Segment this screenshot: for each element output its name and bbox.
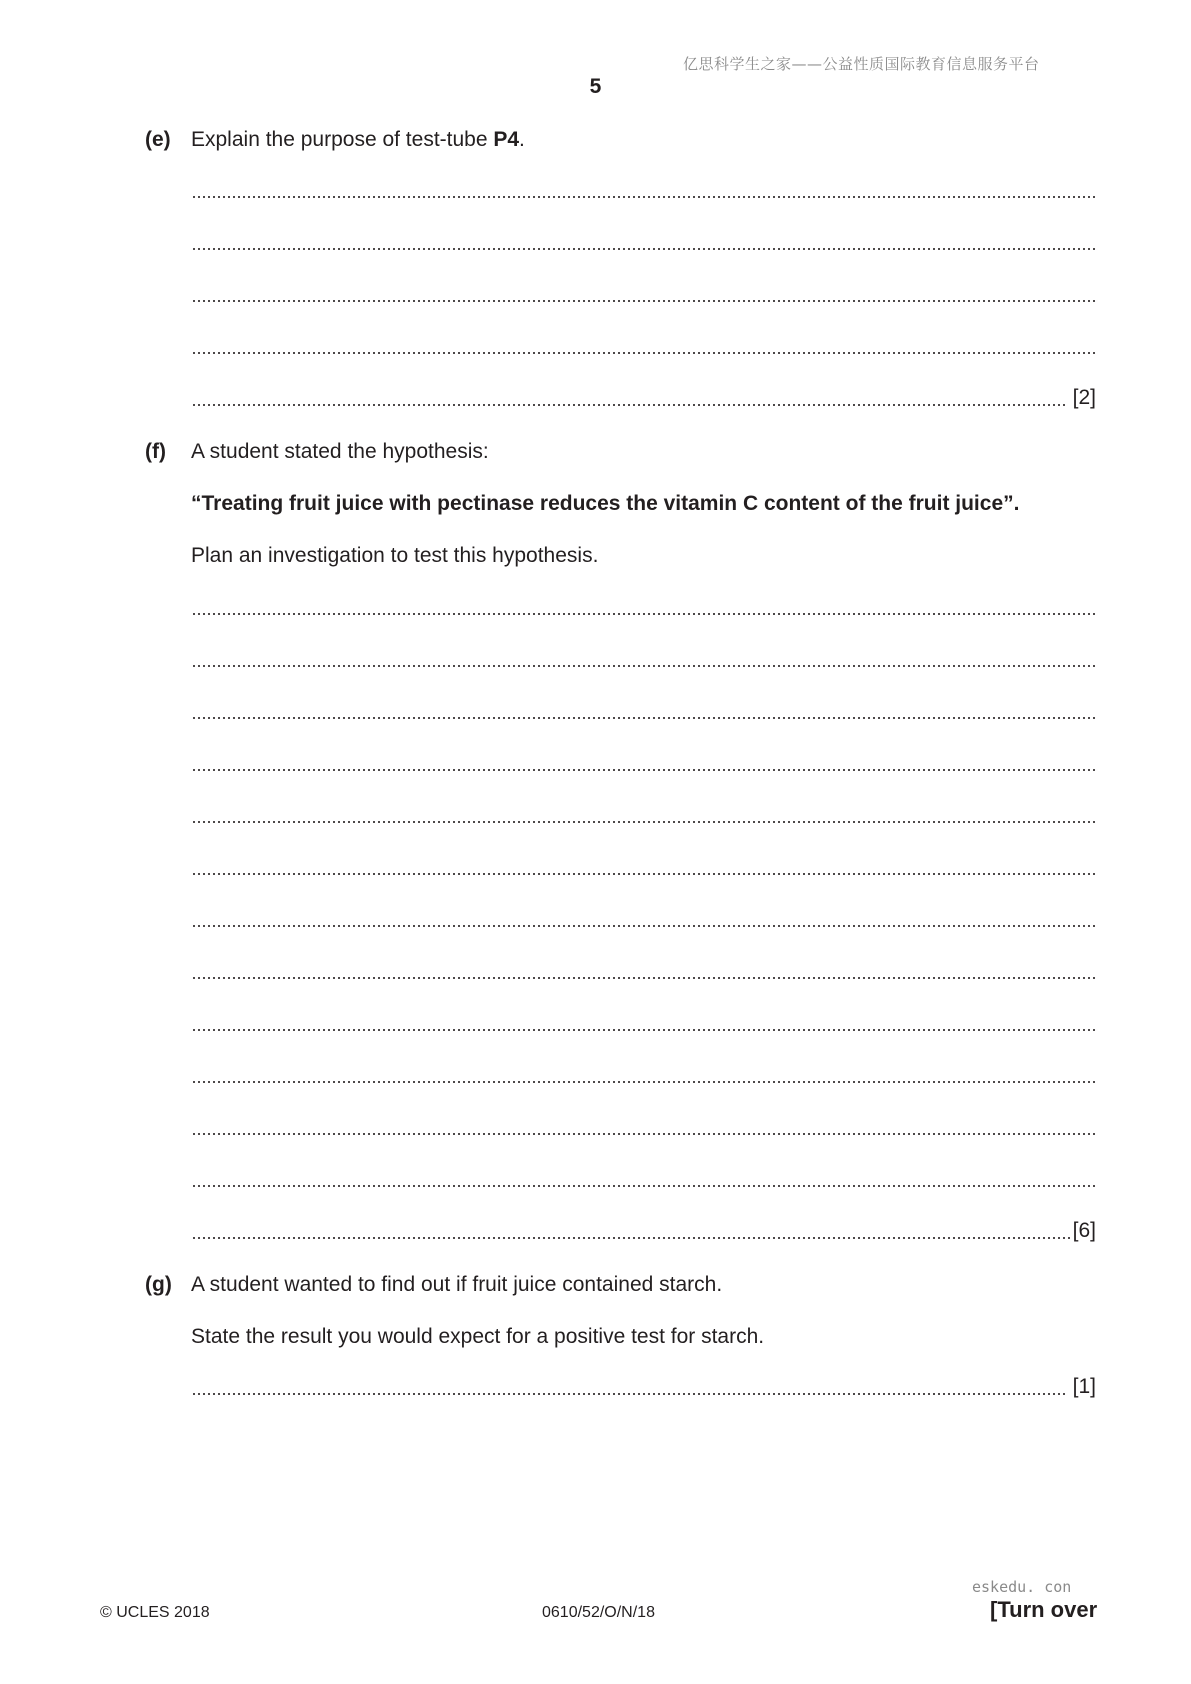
footer-paper-code: 0610/52/O/N/18 [542,1604,655,1621]
answer-line-f-2[interactable] [193,649,1096,669]
question-f-label: (f) [145,440,166,463]
question-e-marks: [2] [1072,386,1096,409]
answer-line-e-2[interactable] [193,232,1096,252]
question-g-label: (g) [145,1273,172,1296]
question-e-text-after: . [519,128,525,151]
answer-line-f-11[interactable] [193,1117,1096,1137]
question-g-instruction: State the result you would expect for a positive test for starch. [191,1325,765,1348]
answer-line-f-1[interactable] [193,597,1096,617]
question-f-intro: A student stated the hypothesis: [191,440,489,463]
answer-line-f-6[interactable] [193,857,1096,877]
question-f-instruction: Plan an investigation to test this hypothesis. [191,544,599,567]
question-f-hypothesis: “Treating fruit juice with pectinase reduces the vitamin C content of the fruit juice”. [191,492,1020,515]
answer-line-g-1[interactable] [193,1377,1096,1397]
answer-line-f-5[interactable] [193,805,1096,825]
question-e-text-before: Explain the purpose of test-tube [191,128,494,151]
turn-over-label: [Turn over [990,1597,1098,1622]
answer-line-f-9[interactable] [193,1013,1096,1033]
footer-watermark: eskedu. con [972,1578,1072,1596]
question-e-text-bold: P4 [493,128,520,151]
question-f-marks: [6] [1072,1219,1096,1242]
question-g-marks: [1] [1072,1375,1096,1398]
answer-line-f-10[interactable] [193,1065,1096,1085]
answer-line-e-5[interactable] [193,388,1096,408]
footer-copyright: © UCLES 2018 [100,1604,210,1621]
answer-line-f-7[interactable] [193,909,1096,929]
answer-line-f-12[interactable] [193,1169,1096,1189]
header-watermark: 亿思科学生之家——公益性质国际教育信息服务平台 [683,55,1040,73]
answer-line-f-8[interactable] [193,961,1096,981]
answer-line-e-3[interactable] [193,284,1096,304]
answer-line-e-4[interactable] [193,336,1096,356]
question-e-text [191,128,525,152]
answer-line-e-1[interactable] [193,180,1096,200]
answer-line-f-13[interactable] [193,1221,1096,1241]
page-number: 5 [589,75,602,98]
question-e-label: (e) [145,128,171,151]
answer-line-f-4[interactable] [193,753,1096,773]
question-g-intro: A student wanted to find out if fruit juice contained starch. [191,1273,723,1296]
answer-line-f-3[interactable] [193,701,1096,721]
